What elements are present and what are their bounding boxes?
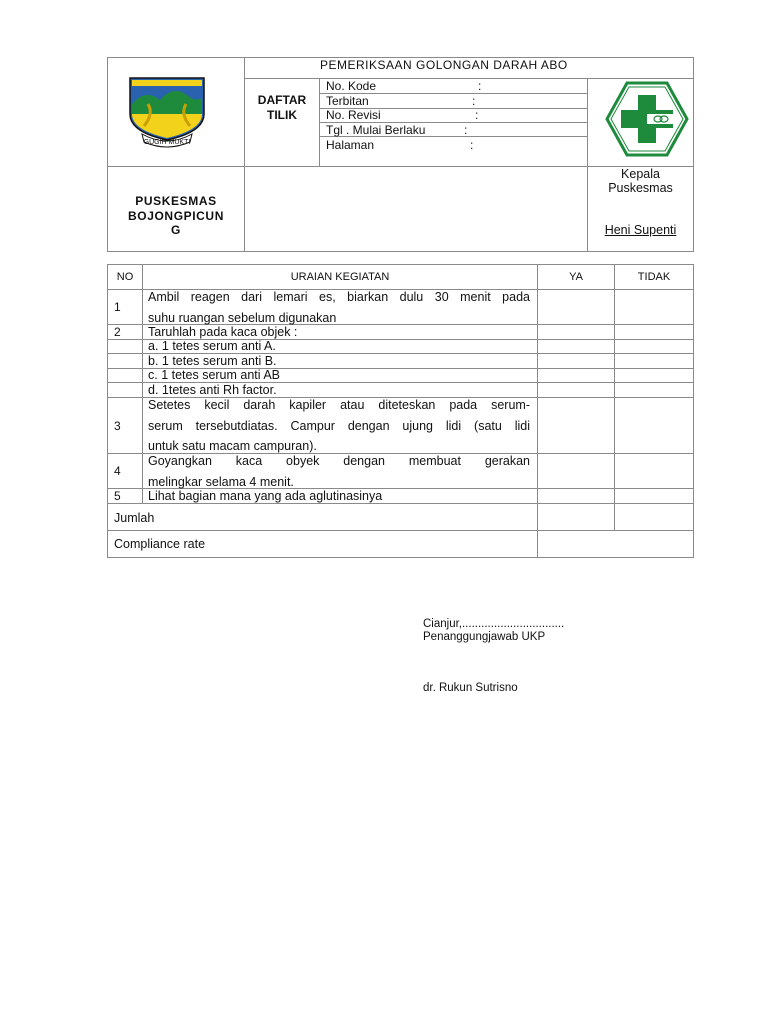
- regional-emblem-icon: [124, 74, 210, 150]
- row-number: 2: [114, 325, 121, 339]
- org-name-line2: BOJONGPICUN: [128, 209, 224, 223]
- meta-colon: :: [470, 138, 474, 152]
- footer-role: Penanggungjawab UKP: [423, 631, 546, 643]
- sign-role-line1: Kepala: [621, 167, 660, 181]
- row3-text-line2: serum tersebutdiatas. Campur dengan ujung lidi (satu lidi: [148, 419, 530, 433]
- puskesmas-logo-icon: [603, 80, 691, 158]
- row2-sub-d: d. 1tetes anti Rh factor.: [148, 383, 277, 397]
- sign-role-line2: Puskesmas: [608, 181, 673, 195]
- row-number: 4: [114, 464, 121, 478]
- row2-sub-b: b. 1 tetes serum anti B.: [148, 354, 277, 368]
- place-date: Cianjur,................................: [423, 618, 565, 630]
- meta-label-tgl: Tgl . Mulai Berlaku: [326, 123, 426, 137]
- col-header-no: NO: [116, 271, 134, 283]
- doc-type-daftar: DAFTAR: [257, 93, 307, 107]
- col-header-ya: YA: [569, 271, 583, 283]
- row4-text-line2: melingkar selama 4 menit.: [148, 475, 294, 489]
- row1-text-line2: suhu ruangan sebelum digunakan: [148, 311, 337, 325]
- row-number: 3: [114, 419, 121, 433]
- meta-label-terbitan: Terbitan: [326, 94, 369, 108]
- meta-label-halaman: Halaman: [326, 138, 375, 152]
- row2-sub-a: a. 1 tetes serum anti A.: [148, 339, 276, 353]
- row2-sub-c: c. 1 tetes serum anti AB: [148, 368, 281, 382]
- row3-text-line1: Setetes kecil darah kapiler atau diteteskan pada serum-: [148, 398, 530, 412]
- col-header-tidak: TIDAK: [637, 271, 671, 283]
- row3-text-line3: untuk satu macam campuran).: [148, 439, 317, 453]
- sign-name: Heni Supenti: [604, 223, 677, 237]
- row-number: 5: [114, 489, 121, 503]
- meta-label-kode: No. Kode: [326, 79, 377, 93]
- footer-name: dr. Rukun Sutrisno: [423, 682, 518, 694]
- document-title: PEMERIKSAAN GOLONGAN DARAH ABO: [320, 58, 568, 72]
- row4-text-line1: Goyangkan kaca obyek dengan membuat gerakan: [148, 454, 530, 468]
- meta-colon: :: [475, 108, 479, 122]
- logo-ribbon-text: GUGIH MUKTI: [143, 139, 191, 146]
- row-number: 1: [114, 300, 121, 314]
- row2-text: Taruhlah pada kaca objek :: [148, 325, 298, 339]
- meta-colon: :: [472, 94, 476, 108]
- org-name-line1: PUSKESMAS: [135, 194, 217, 208]
- jumlah-label: Jumlah: [114, 511, 155, 525]
- compliance-rate-label: Compliance rate: [114, 537, 206, 551]
- col-header-uraian: URAIAN KEGIATAN: [290, 271, 390, 283]
- doc-type-tilik: TILIK: [267, 108, 297, 122]
- org-name-line3: G: [171, 223, 181, 237]
- row5-text: Lihat bagian mana yang ada aglutinasinya: [148, 489, 383, 503]
- meta-colon: :: [478, 79, 482, 93]
- meta-colon: :: [464, 123, 468, 137]
- meta-label-revisi: No. Revisi: [326, 108, 381, 122]
- row1-text-line1: Ambil reagen dari lemari es, biarkan dulu 30 menit pada: [148, 290, 530, 304]
